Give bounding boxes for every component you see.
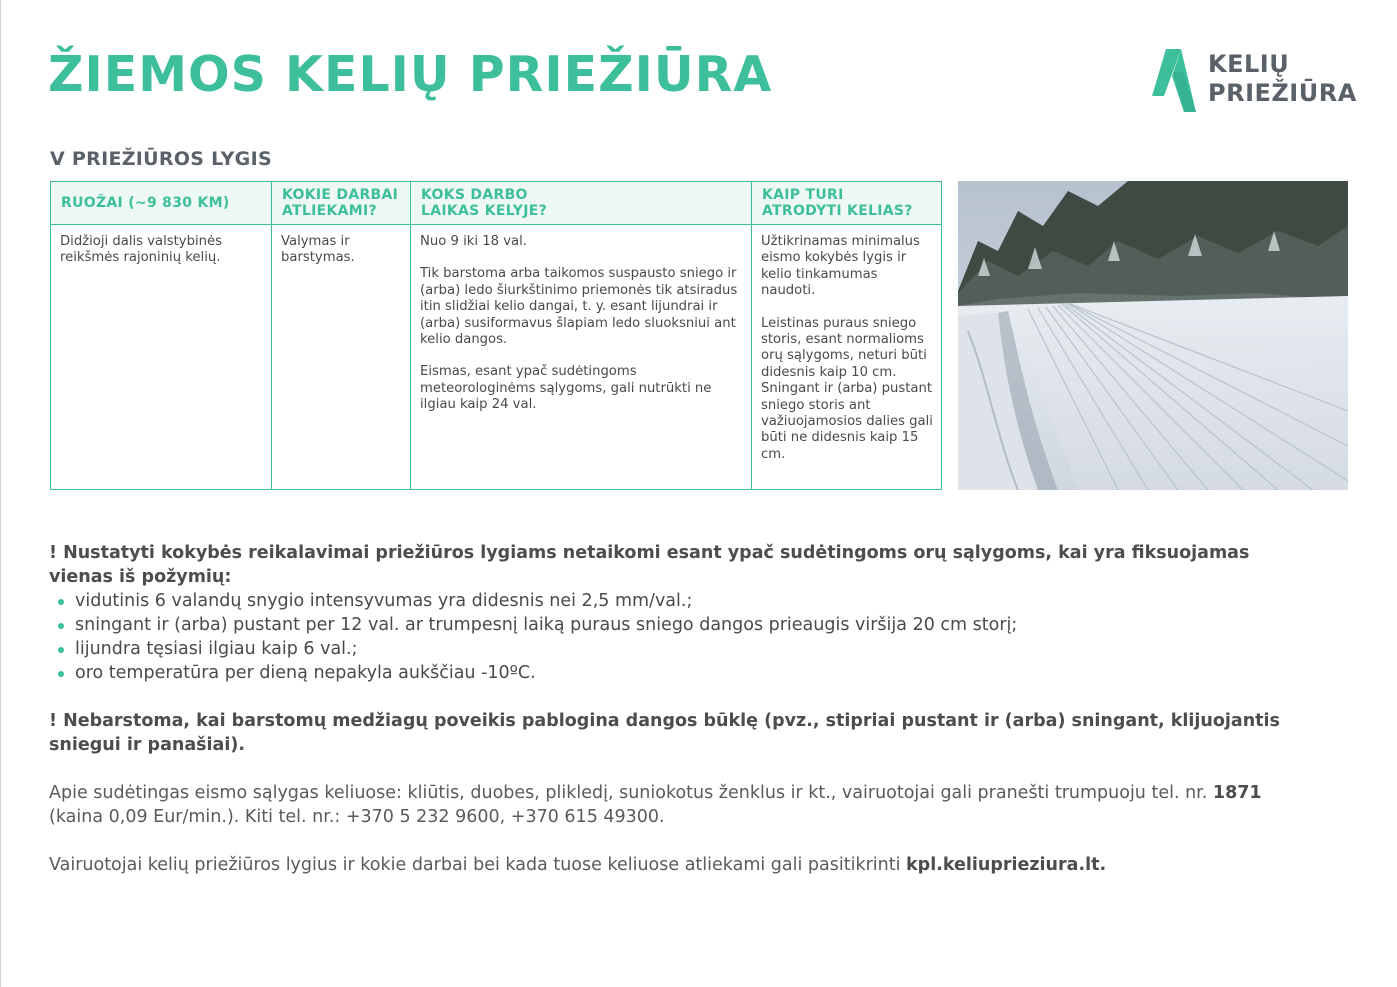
conditions-list xyxy=(49,589,1319,685)
website-info: Vairuotojai kelių priežiūros lygius ir kokie darbai bei kada tuose keliuose atliekami gali pasitikrinti kpl.keliuprieziura.lt. xyxy=(49,855,1107,875)
header-work-time: KOKS DARBO LAIKAS KELYJE? xyxy=(411,182,752,225)
page-edge-line xyxy=(0,0,1,987)
list-item: lijundra tęsiasi ilgiau kaip 6 val.; xyxy=(49,637,1319,661)
website-link[interactable]: kpl.keliuprieziura.lt. xyxy=(906,855,1107,875)
snowy-road-photo xyxy=(958,181,1348,490)
list-item: oro temperatūra per dieną nepakyla aukščiau -10ºC. xyxy=(49,661,1319,685)
warning-severe-weather: ! Nustatyti kokybės reikalavimai priežiūros lygiams netaikomi esant ypač sudėtingoms orų sąlygoms, kai yra fiksuojamas vienas iš požymių: xyxy=(49,543,1250,587)
brand-logo xyxy=(1150,46,1360,116)
list-item: sningant ir (arba) pustant per 12 val. ar trumpesnį laiką puraus sniego dangos prieaugis viršija 20 cm storį; xyxy=(49,613,1319,637)
short-phone-number: 1871 xyxy=(1212,783,1262,803)
notes-section xyxy=(49,541,1319,877)
table-header-row xyxy=(51,182,942,225)
table-row xyxy=(51,225,942,490)
header-road-condition: KAIP TURI ATRODYTI KELIAS? xyxy=(752,182,942,225)
logo-line-2: PRIEŽIŪRA xyxy=(1208,79,1357,107)
warning-no-gritting: ! Nebarstoma, kai barstomų medžiagų poveikis pablogina dangos būklę (pvz., stipriai pustant ir (arba) sningant, klijuojantis sniegui ir panašiai). xyxy=(49,711,1280,755)
maintenance-level-heading: V PRIEŽIŪROS LYGIS xyxy=(50,148,272,170)
page-title: ŽIEMOS KELIŲ PRIEŽIŪRA xyxy=(48,46,773,103)
logo-line-1: KELIŲ xyxy=(1208,50,1290,78)
logo-text xyxy=(1208,50,1357,108)
cell-sections: Didžioji dalis valstybinės reikšmės rajoninių kelių. xyxy=(51,225,272,490)
header-sections: RUOŽAI (~9 830 KM) xyxy=(51,182,272,225)
logo-k-icon xyxy=(1150,46,1206,114)
contact-info: Apie sudėtingas eismo sąlygas keliuose: kliūtis, duobes, plikledį, suniokotus ženklus ir kt., vairuotojai gali pranešti trumpuoju tel. nr. 1871 (kaina 0,09 Eur/min.). Kiti tel. nr.: +370 5 232 9600, +370 615 49300. xyxy=(49,783,1262,827)
cell-work-time: Nuo 9 iki 18 val. Tik barstoma arba taikomos suspausto sniego ir (arba) ledo šiurkštinimo priemonės tik atsiradus itin slidžiai kelio dangai, t. y. esant lijundrai ir (arba) susiformavus šlapiam ledo sluoksniui ant kelio dangos. Eismas, esant ypač sudėtingoms meteorologinėms sąlygoms, gali nutrūkti ne ilgiau kaip 24 val. xyxy=(411,225,752,490)
header-works: KOKIE DARBAI ATLIEKAMI? xyxy=(272,182,411,225)
list-item: vidutinis 6 valandų snygio intensyvumas yra didesnis nei 2,5 mm/val.; xyxy=(49,589,1319,613)
cell-road-condition: Užtikrinamas minimalus eismo kokybės lygis ir kelio tinkamumas naudoti. Leistinas puraus sniego storis, esant normalioms orų sąlygoms, neturi būti didesnis kaip 10 cm. Sningant ir (arba) pustant sniego storis ant važiuojamosios dalies gali būti ne didesnis kaip 15 cm. xyxy=(752,225,942,490)
maintenance-level-table xyxy=(50,181,942,490)
cell-works: Valymas ir barstymas. xyxy=(272,225,411,490)
